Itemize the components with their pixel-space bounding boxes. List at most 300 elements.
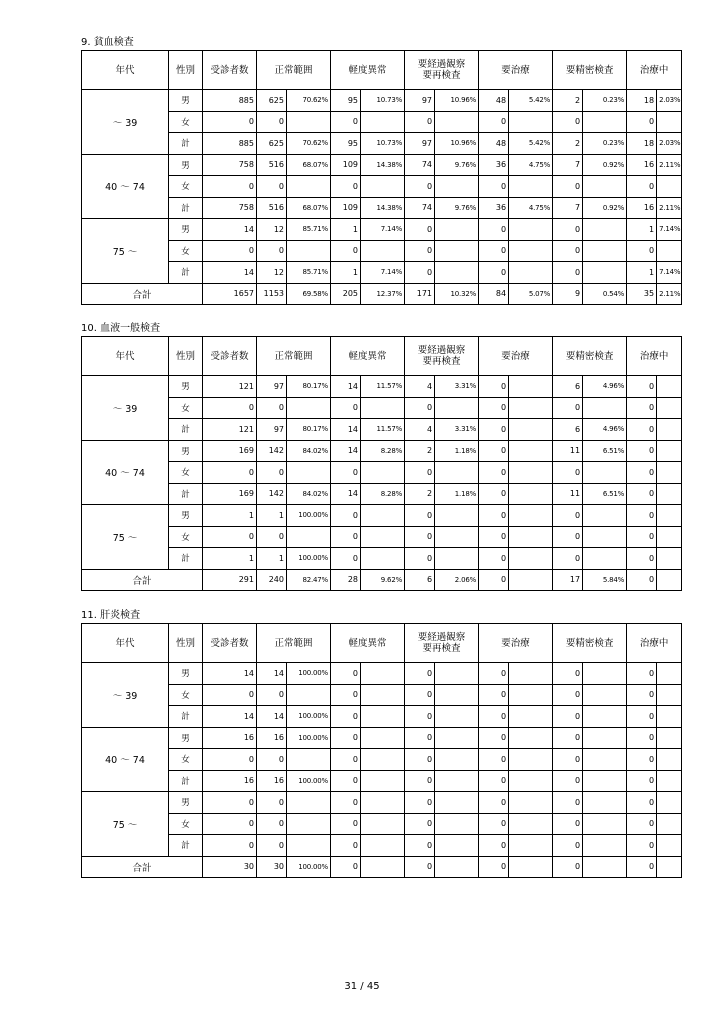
header-treatment: 要治療	[479, 624, 553, 663]
percent-cell: 2.03%	[657, 90, 682, 112]
total-count-cell: 0	[553, 856, 583, 877]
exam-section	[81, 609, 681, 878]
table-row	[82, 440, 682, 462]
percent-cell	[509, 176, 553, 198]
sex-cell: 計	[169, 483, 203, 505]
header-age: 年代	[82, 51, 169, 90]
percent-cell: 0.92%	[583, 154, 627, 176]
percent-cell	[361, 770, 405, 792]
percent-cell	[509, 262, 553, 284]
sex-cell: 女	[169, 526, 203, 548]
percent-cell	[509, 727, 553, 749]
header-sex: 性別	[169, 51, 203, 90]
percent-cell	[583, 240, 627, 262]
count-cell: 0	[627, 749, 657, 771]
count-cell: 0	[479, 526, 509, 548]
percent-cell: 9.76%	[435, 154, 479, 176]
header-detailed: 要精密検査	[553, 624, 627, 663]
count-cell: 0	[627, 792, 657, 814]
percent-cell	[509, 835, 553, 857]
count-cell: 0	[405, 835, 435, 857]
examinee-count: 0	[203, 792, 257, 814]
table-row	[82, 397, 682, 419]
sex-cell: 計	[169, 197, 203, 219]
percent-cell	[583, 397, 627, 419]
section-title: 11. 肝炎検査	[81, 610, 141, 621]
percent-cell	[361, 111, 405, 133]
table-row	[82, 483, 682, 505]
percent-cell	[509, 376, 553, 398]
examinee-count: 121	[203, 376, 257, 398]
sex-cell: 計	[169, 133, 203, 155]
count-cell: 0	[479, 770, 509, 792]
count-cell: 0	[257, 684, 287, 706]
examinee-count: 885	[203, 90, 257, 112]
count-cell: 0	[553, 262, 583, 284]
percent-cell	[361, 240, 405, 262]
table-row	[82, 770, 682, 792]
header-followup	[405, 624, 479, 663]
total-count-cell: 0	[405, 856, 435, 877]
total-percent-cell	[509, 569, 553, 590]
count-cell: 0	[627, 505, 657, 527]
count-cell: 0	[331, 176, 361, 198]
count-cell: 0	[553, 749, 583, 771]
percent-cell: 68.07%	[287, 197, 331, 219]
total-count-cell: 30	[257, 856, 287, 877]
exam-results-table	[81, 623, 682, 878]
count-cell: 2	[405, 483, 435, 505]
percent-cell	[509, 219, 553, 241]
count-cell: 0	[479, 462, 509, 484]
total-count-cell: 1153	[257, 283, 287, 304]
percent-cell	[657, 770, 682, 792]
percent-cell	[361, 397, 405, 419]
total-row	[82, 856, 682, 877]
count-cell: 11	[553, 440, 583, 462]
sex-cell: 計	[169, 706, 203, 728]
table-row	[82, 526, 682, 548]
percent-cell	[287, 835, 331, 857]
count-cell: 0	[553, 240, 583, 262]
header-treatment: 要治療	[479, 337, 553, 376]
table-row	[82, 419, 682, 441]
percent-cell	[287, 813, 331, 835]
exam-section	[81, 322, 681, 591]
sex-cell: 計	[169, 419, 203, 441]
total-percent-cell: 5.84%	[583, 569, 627, 590]
count-cell: 0	[405, 262, 435, 284]
percent-cell: 2.11%	[657, 154, 682, 176]
percent-cell	[361, 176, 405, 198]
count-cell: 97	[257, 376, 287, 398]
count-cell: 0	[331, 749, 361, 771]
percent-cell	[361, 727, 405, 749]
percent-cell	[583, 813, 627, 835]
count-cell: 36	[479, 154, 509, 176]
percent-cell	[509, 111, 553, 133]
header-followup	[405, 337, 479, 376]
percent-cell	[287, 111, 331, 133]
percent-cell: 100.00%	[287, 727, 331, 749]
percent-cell: 84.02%	[287, 483, 331, 505]
count-cell: 0	[627, 727, 657, 749]
sex-cell: 計	[169, 548, 203, 570]
count-cell: 48	[479, 90, 509, 112]
age-group: 40 ～ 74	[82, 440, 169, 505]
percent-cell: 10.73%	[361, 90, 405, 112]
percent-cell	[361, 749, 405, 771]
count-cell: 0	[553, 505, 583, 527]
age-group: 75 ～	[82, 505, 169, 570]
count-cell: 0	[479, 397, 509, 419]
sex-cell: 計	[169, 262, 203, 284]
total-percent-cell: 2.11%	[657, 283, 682, 304]
percent-cell	[435, 835, 479, 857]
count-cell: 0	[479, 749, 509, 771]
count-cell: 0	[627, 376, 657, 398]
percent-cell: 7.14%	[657, 219, 682, 241]
header-age: 年代	[82, 624, 169, 663]
percent-cell	[435, 240, 479, 262]
percent-cell: 4.96%	[583, 376, 627, 398]
percent-cell	[657, 505, 682, 527]
percent-cell: 10.96%	[435, 90, 479, 112]
percent-cell	[361, 792, 405, 814]
percent-cell	[657, 440, 682, 462]
header-treatment: 要治療	[479, 51, 553, 90]
total-label: 合計	[82, 569, 203, 590]
sex-cell: 男	[169, 90, 203, 112]
percent-cell	[583, 727, 627, 749]
examinee-count: 0	[203, 749, 257, 771]
total-percent-cell: 2.06%	[435, 569, 479, 590]
total-count-cell: 17	[553, 569, 583, 590]
count-cell: 0	[479, 548, 509, 570]
percent-cell: 70.62%	[287, 133, 331, 155]
count-cell: 0	[553, 835, 583, 857]
percent-cell: 1.18%	[435, 440, 479, 462]
count-cell: 0	[627, 526, 657, 548]
count-cell: 0	[257, 813, 287, 835]
percent-cell	[583, 770, 627, 792]
count-cell: 2	[553, 90, 583, 112]
count-cell: 0	[331, 111, 361, 133]
percent-cell	[657, 240, 682, 262]
count-cell: 0	[331, 684, 361, 706]
sex-cell: 女	[169, 462, 203, 484]
header-age: 年代	[82, 337, 169, 376]
count-cell: 625	[257, 90, 287, 112]
percent-cell	[361, 813, 405, 835]
percent-cell	[509, 440, 553, 462]
age-group: ～ 39	[82, 90, 169, 155]
count-cell: 625	[257, 133, 287, 155]
count-cell: 0	[553, 526, 583, 548]
percent-cell	[657, 397, 682, 419]
count-cell: 0	[553, 792, 583, 814]
count-cell: 0	[479, 813, 509, 835]
header-row	[82, 51, 682, 90]
total-count-cell: 28	[331, 569, 361, 590]
count-cell: 0	[627, 176, 657, 198]
percent-cell	[657, 483, 682, 505]
percent-cell	[657, 419, 682, 441]
total-count-cell: 0	[479, 856, 509, 877]
percent-cell: 80.17%	[287, 419, 331, 441]
total-percent-cell: 9.62%	[361, 569, 405, 590]
total-label: 合計	[82, 856, 203, 877]
percent-cell	[287, 792, 331, 814]
total-percent-cell: 5.07%	[509, 283, 553, 304]
percent-cell: 70.62%	[287, 90, 331, 112]
header-row	[82, 337, 682, 376]
total-count-cell: 6	[405, 569, 435, 590]
header-normal: 正常範囲	[257, 51, 331, 90]
table-row	[82, 706, 682, 728]
sex-cell: 女	[169, 397, 203, 419]
sex-cell: 男	[169, 505, 203, 527]
percent-cell	[583, 749, 627, 771]
table-row	[82, 197, 682, 219]
total-count-cell: 0	[627, 569, 657, 590]
count-cell: 14	[257, 663, 287, 685]
count-cell: 0	[627, 684, 657, 706]
percent-cell	[287, 397, 331, 419]
examinee-count: 169	[203, 440, 257, 462]
count-cell: 0	[553, 219, 583, 241]
table-row	[82, 813, 682, 835]
count-cell: 0	[405, 505, 435, 527]
header-detailed: 要精密検査	[553, 51, 627, 90]
percent-cell	[361, 505, 405, 527]
percent-cell	[583, 835, 627, 857]
percent-cell	[287, 240, 331, 262]
count-cell: 0	[257, 111, 287, 133]
count-cell: 0	[331, 526, 361, 548]
count-cell: 142	[257, 440, 287, 462]
total-percent-cell: 12.37%	[361, 283, 405, 304]
count-cell: 16	[627, 154, 657, 176]
table-row	[82, 663, 682, 685]
sex-cell: 女	[169, 813, 203, 835]
count-cell: 0	[627, 770, 657, 792]
count-cell: 0	[479, 792, 509, 814]
count-cell: 0	[553, 770, 583, 792]
percent-cell	[287, 749, 331, 771]
table-row	[82, 792, 682, 814]
count-cell: 1	[257, 548, 287, 570]
count-cell: 0	[405, 176, 435, 198]
percent-cell	[435, 727, 479, 749]
percent-cell: 5.42%	[509, 90, 553, 112]
section-title: 10. 血液一般検査	[81, 323, 161, 334]
percent-cell	[657, 111, 682, 133]
count-cell: 1	[331, 219, 361, 241]
count-cell: 0	[479, 483, 509, 505]
header-followup-line2: 要再検査	[422, 643, 461, 654]
percent-cell	[509, 526, 553, 548]
total-examinee-count: 291	[203, 569, 257, 590]
count-cell: 6	[553, 376, 583, 398]
percent-cell	[657, 749, 682, 771]
percent-cell: 8.28%	[361, 483, 405, 505]
count-cell: 6	[553, 419, 583, 441]
percent-cell	[435, 111, 479, 133]
count-cell: 0	[405, 813, 435, 835]
percent-cell: 4.75%	[509, 154, 553, 176]
count-cell: 16	[257, 727, 287, 749]
header-under-treatment: 治療中	[627, 624, 682, 663]
sex-cell: 女	[169, 749, 203, 771]
percent-cell: 1.18%	[435, 483, 479, 505]
header-normal: 正常範囲	[257, 624, 331, 663]
count-cell: 0	[331, 240, 361, 262]
percent-cell	[657, 792, 682, 814]
count-cell: 0	[627, 462, 657, 484]
percent-cell	[657, 176, 682, 198]
percent-cell: 4.75%	[509, 197, 553, 219]
count-cell: 0	[405, 727, 435, 749]
percent-cell: 10.73%	[361, 133, 405, 155]
examinee-count: 14	[203, 262, 257, 284]
count-cell: 0	[627, 663, 657, 685]
header-followup	[405, 51, 479, 90]
percent-cell	[509, 663, 553, 685]
percent-cell: 100.00%	[287, 548, 331, 570]
percent-cell	[435, 526, 479, 548]
table-row	[82, 727, 682, 749]
table-row	[82, 90, 682, 112]
count-cell: 95	[331, 90, 361, 112]
header-mild: 軽度異常	[331, 337, 405, 376]
count-cell: 0	[331, 792, 361, 814]
count-cell: 0	[331, 397, 361, 419]
count-cell: 0	[405, 548, 435, 570]
total-count-cell: 171	[405, 283, 435, 304]
percent-cell	[435, 663, 479, 685]
count-cell: 95	[331, 133, 361, 155]
count-cell: 0	[627, 548, 657, 570]
count-cell: 14	[331, 419, 361, 441]
count-cell: 516	[257, 154, 287, 176]
count-cell: 0	[627, 240, 657, 262]
percent-cell	[583, 176, 627, 198]
count-cell: 18	[627, 133, 657, 155]
total-examinee-count: 1657	[203, 283, 257, 304]
sex-cell: 女	[169, 176, 203, 198]
header-under-treatment: 治療中	[627, 51, 682, 90]
count-cell: 0	[479, 176, 509, 198]
percent-cell	[361, 684, 405, 706]
table-row	[82, 835, 682, 857]
examinee-count: 758	[203, 154, 257, 176]
count-cell: 18	[627, 90, 657, 112]
age-group: ～ 39	[82, 376, 169, 441]
percent-cell	[657, 813, 682, 835]
count-cell: 2	[553, 133, 583, 155]
percent-cell: 0.23%	[583, 90, 627, 112]
percent-cell	[435, 462, 479, 484]
count-cell: 0	[479, 219, 509, 241]
total-count-cell: 35	[627, 283, 657, 304]
percent-cell	[435, 792, 479, 814]
percent-cell: 100.00%	[287, 505, 331, 527]
count-cell: 0	[627, 419, 657, 441]
sex-cell: 女	[169, 684, 203, 706]
percent-cell: 4.96%	[583, 419, 627, 441]
examinee-count: 885	[203, 133, 257, 155]
count-cell: 0	[479, 727, 509, 749]
percent-cell	[361, 526, 405, 548]
percent-cell: 2.11%	[657, 197, 682, 219]
count-cell: 0	[331, 505, 361, 527]
percent-cell: 6.51%	[583, 483, 627, 505]
count-cell: 7	[553, 154, 583, 176]
table-row	[82, 219, 682, 241]
percent-cell: 3.31%	[435, 376, 479, 398]
count-cell: 0	[405, 749, 435, 771]
total-row	[82, 569, 682, 590]
total-percent-cell	[435, 856, 479, 877]
table-row	[82, 240, 682, 262]
percent-cell: 3.31%	[435, 419, 479, 441]
total-percent-cell	[657, 569, 682, 590]
percent-cell: 5.42%	[509, 133, 553, 155]
count-cell: 0	[257, 462, 287, 484]
count-cell: 14	[257, 706, 287, 728]
percent-cell: 100.00%	[287, 706, 331, 728]
sex-cell: 女	[169, 240, 203, 262]
count-cell: 0	[627, 440, 657, 462]
count-cell: 0	[331, 548, 361, 570]
table-row	[82, 376, 682, 398]
count-cell: 0	[627, 111, 657, 133]
count-cell: 0	[479, 111, 509, 133]
count-cell: 0	[331, 706, 361, 728]
percent-cell	[361, 663, 405, 685]
sex-cell: 男	[169, 792, 203, 814]
table-row	[82, 684, 682, 706]
header-followup-line1: 要経過観察	[417, 59, 466, 70]
percent-cell	[509, 505, 553, 527]
header-followup-line1: 要経過観察	[417, 345, 466, 356]
count-cell: 12	[257, 219, 287, 241]
percent-cell	[509, 749, 553, 771]
count-cell: 0	[479, 376, 509, 398]
count-cell: 0	[479, 835, 509, 857]
percent-cell	[287, 684, 331, 706]
percent-cell	[435, 548, 479, 570]
header-row	[82, 624, 682, 663]
count-cell: 1	[331, 262, 361, 284]
count-cell: 0	[331, 770, 361, 792]
count-cell: 0	[331, 462, 361, 484]
age-group: 75 ～	[82, 792, 169, 857]
table-row	[82, 176, 682, 198]
percent-cell	[657, 706, 682, 728]
count-cell: 0	[479, 419, 509, 441]
total-examinee-count: 30	[203, 856, 257, 877]
percent-cell: 7.14%	[361, 262, 405, 284]
count-cell: 0	[627, 397, 657, 419]
count-cell: 0	[553, 548, 583, 570]
count-cell: 0	[479, 505, 509, 527]
header-mild: 軽度異常	[331, 51, 405, 90]
total-count-cell: 240	[257, 569, 287, 590]
percent-cell	[657, 376, 682, 398]
count-cell: 0	[405, 462, 435, 484]
